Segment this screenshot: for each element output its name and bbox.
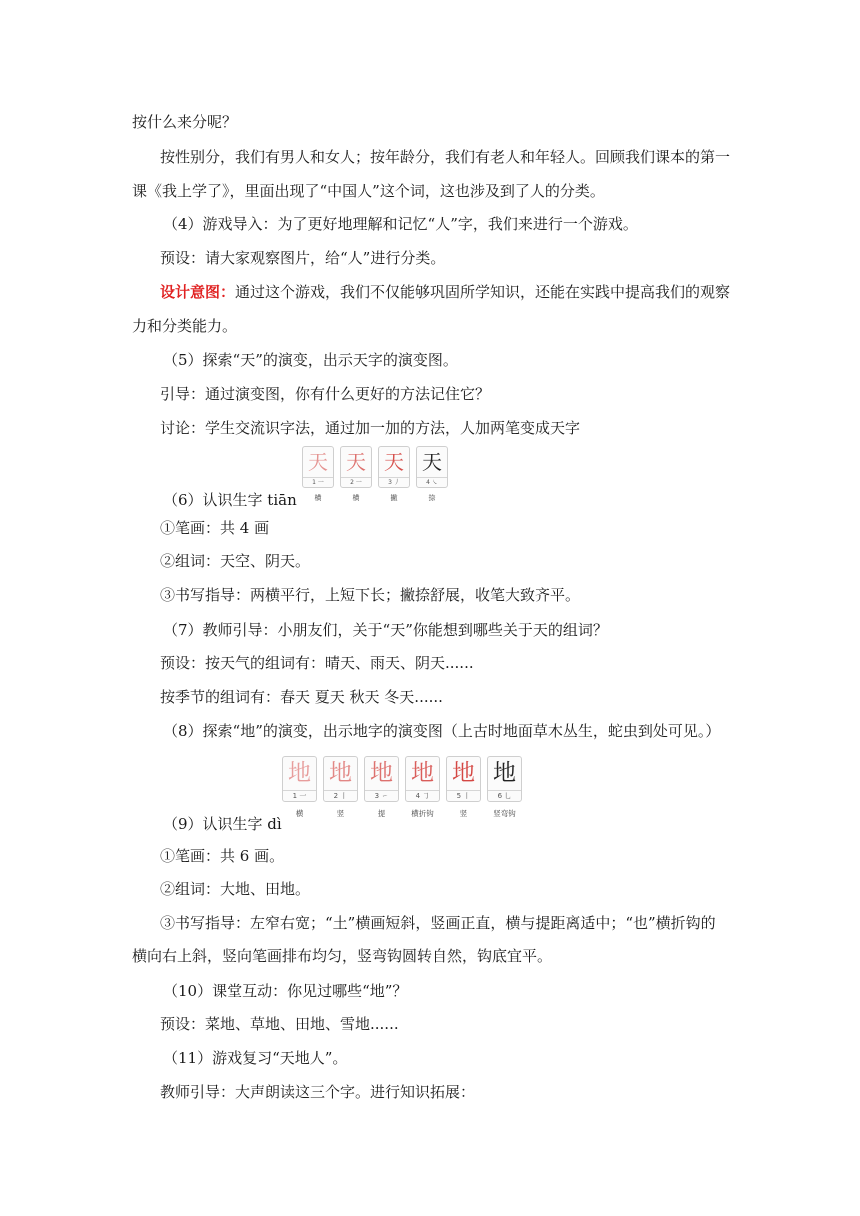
text-line: （5）探索“天”的演变，出示天字的演变图。 <box>163 351 458 369</box>
di-stroke-name: 横折钩 <box>411 809 434 818</box>
di-stroke-glyph: 地 <box>329 760 352 786</box>
text-line: （11）游戏复习“天地人”。 <box>163 1049 348 1067</box>
di-stroke-card <box>487 756 522 819</box>
design-intent-paragraph <box>160 282 760 302</box>
text-line: 预设：请大家观察图片，给“人”进行分类。 <box>160 249 446 267</box>
di-stroke-number: 4 ㇆ <box>406 790 439 802</box>
tian-stroke-number: 1 一 <box>303 477 333 488</box>
di-stroke-box <box>405 756 440 802</box>
text-line: （7）教师引导：小朋友们，关于“天”你能想到哪些关于天的组词？ <box>163 621 608 639</box>
di-stroke-glyph: 地 <box>411 760 434 786</box>
di-stroke-order-diagram <box>282 756 522 819</box>
di-stroke-box <box>282 756 317 802</box>
di-stroke-box <box>487 756 522 802</box>
text-line: （4）游戏导入：为了更好地理解和记忆“人”字，我们来进行一个游戏。 <box>163 215 638 233</box>
tian-stroke-box <box>378 446 410 488</box>
text-line: 预设：菜地、草地、田地、雪地...... <box>160 1015 399 1033</box>
di-stroke-glyph: 地 <box>452 760 475 786</box>
di-stroke-box <box>446 756 481 802</box>
tian-stroke-number: 3 丿 <box>379 477 409 488</box>
text-line: 力和分类能力。 <box>132 317 238 335</box>
text-line: ③书写指导：两横平行，上短下长；撇捺舒展，收笔大致齐平。 <box>160 586 581 604</box>
tian-stroke-glyph: 天 <box>422 450 442 474</box>
di-stroke-number: 6 乚 <box>488 790 521 802</box>
text-line: ②组词：天空、阴天。 <box>160 552 311 570</box>
text-line: ②组词：大地、田地。 <box>160 880 311 898</box>
di-stroke-card <box>405 756 440 819</box>
text-line: （10）课堂互动：你见过哪些“地”？ <box>163 982 408 1000</box>
di-stroke-number: 5 丨 <box>447 790 480 802</box>
di-stroke-name: 横 <box>295 809 304 818</box>
tian-stroke-glyph: 天 <box>346 450 366 474</box>
text-line: 讨论：学生交流识字法，通过加一加的方法，人加两笔变成天字 <box>160 419 581 437</box>
tian-stroke-number: 4 ㇏ <box>417 477 447 488</box>
text-line: ①笔画：共 4 画 <box>160 519 270 537</box>
text-line: 横向右上斜，竖向笔画排布均匀，竖弯钩圆转自然，钩底宜平。 <box>132 947 553 965</box>
text-line: ③书写指导：左窄右宽；“土”横画短斜，竖画正直，横与提距离适中；“也”横折钩的 <box>160 914 716 932</box>
tian-stroke-box <box>302 446 334 488</box>
di-stroke-name: 竖 <box>336 809 345 818</box>
di-stroke-name: 提 <box>377 809 386 818</box>
di-stroke-card <box>446 756 481 819</box>
di-stroke-box <box>323 756 358 802</box>
di-stroke-number: 3 ㇀ <box>365 790 398 802</box>
tian-stroke-glyph: 天 <box>384 450 404 474</box>
di-stroke-card <box>364 756 399 819</box>
di-stroke-name: 竖 <box>459 809 468 818</box>
di-stroke-number: 2 丨 <box>324 790 357 802</box>
text-line: 课《我上学了》，里面出现了“中国人”这个词，这也涉及到了人的分类。 <box>132 182 605 200</box>
di-stroke-glyph: 地 <box>370 760 393 786</box>
tian-stroke-name: 横 <box>314 494 322 502</box>
text-line: 按性别分，我们有男人和女人；按年龄分，我们有老人和年轻人。回顾我们课本的第一 <box>160 148 731 166</box>
di-stroke-card <box>323 756 358 819</box>
di-stroke-name: 竖弯钩 <box>493 809 516 818</box>
design-intent-label: 设计意图： <box>160 283 236 301</box>
text-line: （6）认识生字 tiān <box>163 491 297 509</box>
tian-stroke-box <box>416 446 448 488</box>
tian-stroke-box <box>340 446 372 488</box>
tian-stroke-name: 捺 <box>428 494 436 502</box>
text-line: 通过这个游戏，我们不仅能够巩固所学知识，还能在实践中提高我们的观察 <box>235 283 731 301</box>
text-line: ①笔画：共 6 画。 <box>160 847 285 865</box>
text-line: 教师引导：大声朗读这三个字。进行知识拓展： <box>160 1083 476 1101</box>
text-line: 按什么来分呢？ <box>132 113 238 131</box>
di-stroke-number: 1 一 <box>283 790 316 802</box>
tian-stroke-glyph: 天 <box>308 450 328 474</box>
text-line: 预设：按天气的组词有：晴天、雨天、阴天...... <box>160 654 474 672</box>
text-line: （8）探索“地”的演变，出示地字的演变图（上古时地面草木丛生，蛇虫到处可见。） <box>163 722 721 740</box>
di-stroke-glyph: 地 <box>288 760 311 786</box>
di-stroke-box <box>364 756 399 802</box>
text-line: 引导：通过演变图，你有什么更好的方法记住它？ <box>160 385 491 403</box>
tian-stroke-name: 横 <box>352 494 360 502</box>
tian-stroke-number: 2 一 <box>341 477 371 488</box>
text-line: （9）认识生字 dì <box>163 815 282 833</box>
text-line: 按季节的组词有：春天 夏天 秋天 冬天...... <box>160 688 443 706</box>
di-stroke-glyph: 地 <box>493 760 516 786</box>
tian-stroke-name: 撇 <box>390 494 398 502</box>
di-stroke-card <box>282 756 317 819</box>
